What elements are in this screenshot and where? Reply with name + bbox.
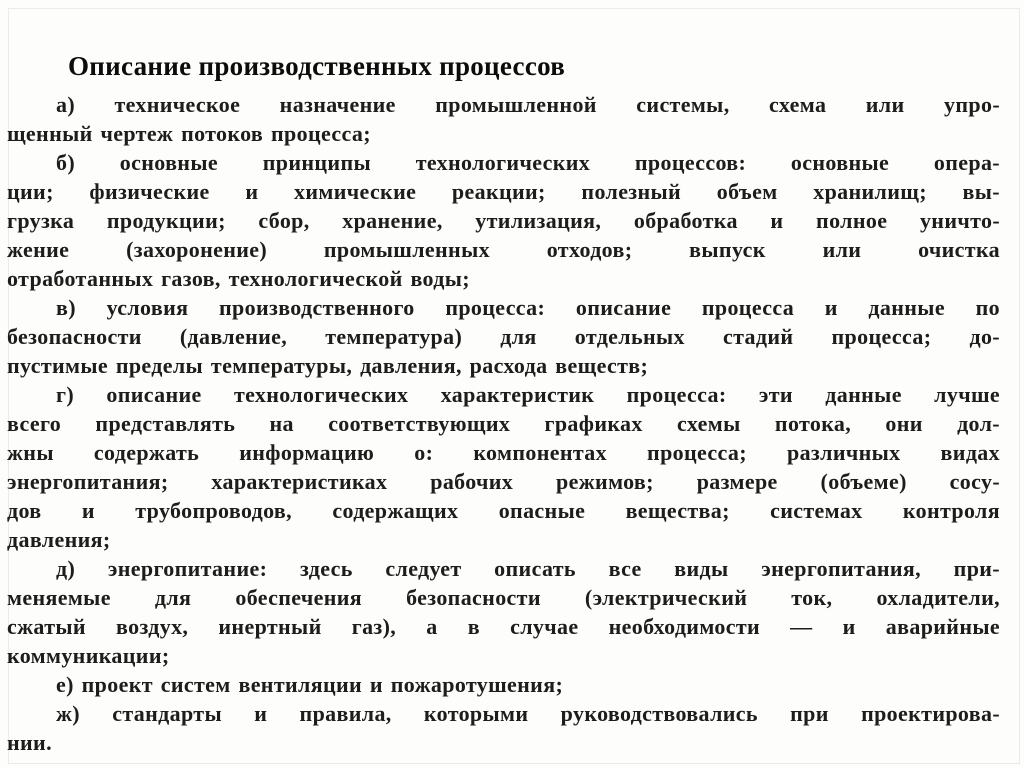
paragraph [7, 148, 1000, 293]
text-line: е) проект систем вентиляции и пожаротушения; [56, 672, 564, 697]
text-line: отработанных газов, технологической воды; [7, 266, 470, 291]
text-line: дов и трубопроводов, содержащих опасные вещества; системах контроля [7, 498, 1000, 523]
text-line: меняемые для обеспечения безопасности (электрический ток, охладители, [7, 585, 1000, 610]
text-line: д) энергопитание: здесь следует описать все виды энергопитания, при- [56, 556, 1000, 581]
text-line: коммуникации; [7, 643, 170, 668]
text-line: щенный чертеж потоков процесса; [7, 121, 371, 146]
paragraph [7, 293, 1000, 380]
text-line: пустимые пределы температуры, давления, расхода веществ; [7, 353, 649, 378]
page-title: Описание производственных процессов [68, 51, 566, 81]
text-line: грузка продукции; сбор, хранение, утилизация, обработка и полное уничто- [7, 208, 1000, 233]
text-line: жны содержать информацию о: компонентах процесса; различных видах [7, 440, 1000, 465]
text-line: всего представлять на соответствующих графиках схемы потока, они дол- [7, 411, 1000, 436]
text-line: г) описание технологических характеристик процесса: эти данные лучше [56, 382, 1000, 407]
text-line: сжатый воздух, инертный газ), а в случае необходимости — и аварийные [7, 614, 1000, 639]
text-line: ции; физические и химические реакции; полезный объем хранилищ; вы- [7, 179, 1000, 204]
text-line: в) условия производственного процесса: описание процесса и данные по [56, 295, 1000, 320]
paragraph [7, 380, 1000, 554]
text-line: б) основные принципы технологических процессов: основные опера- [56, 150, 1000, 175]
document-content [7, 50, 1000, 757]
paragraph [7, 670, 1000, 699]
paragraph [7, 554, 1000, 670]
paragraph-list [7, 90, 1000, 757]
text-line: безопасности (давление, температура) для отдельных стадий процесса; до- [7, 324, 1000, 349]
text-line: давления; [7, 527, 111, 552]
text-line: энергопитания; характеристиках рабочих режимов; размере (объеме) сосу- [7, 469, 1000, 494]
text-line: а) техническое назначение промышленной системы, схема или упро- [56, 92, 1000, 117]
text-line: ж) стандарты и правила, которыми руководствовались при проектирова- [56, 701, 1000, 726]
paragraph [7, 90, 1000, 148]
text-line: нии. [7, 730, 52, 755]
paragraph [7, 699, 1000, 757]
text-line: жение (захоронение) промышленных отходов; выпуск или очистка [7, 237, 1000, 262]
